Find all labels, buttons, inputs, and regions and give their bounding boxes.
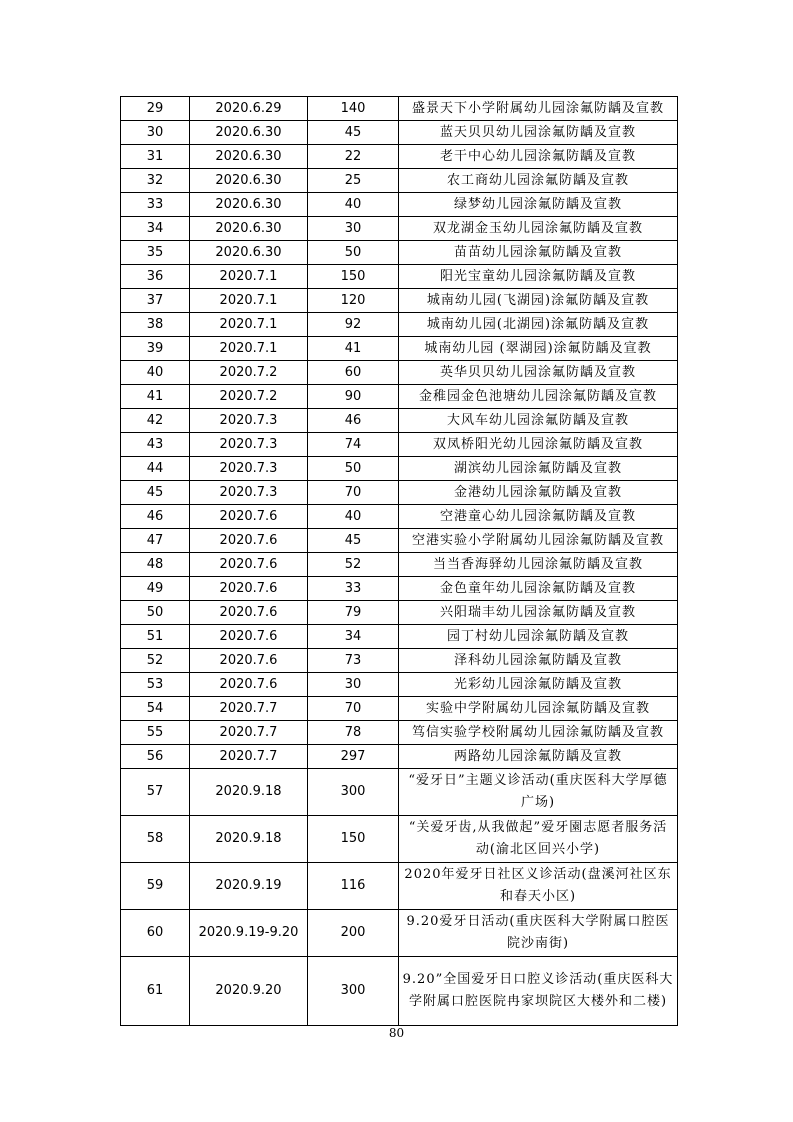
row-number-cell: 59 (121, 863, 190, 910)
table-row (121, 673, 678, 697)
table-row (121, 265, 678, 289)
date-cell: 2020.7.7 (190, 721, 308, 745)
participant-count-cell: 45 (308, 121, 399, 145)
date-cell: 2020.9.18 (190, 769, 308, 816)
date-cell: 2020.7.3 (190, 457, 308, 481)
row-number-cell: 31 (121, 145, 190, 169)
date-cell: 2020.6.30 (190, 193, 308, 217)
table-row (121, 433, 678, 457)
date-cell: 2020.7.7 (190, 697, 308, 721)
date-cell: 2020.9.18 (190, 816, 308, 863)
table-row (121, 217, 678, 241)
table-row (121, 337, 678, 361)
table-row (121, 169, 678, 193)
activity-cell: 9.20爱牙日活动(重庆医科大学附属口腔医院沙南街) (399, 910, 678, 957)
date-cell: 2020.7.1 (190, 313, 308, 337)
date-cell: 2020.7.1 (190, 337, 308, 361)
participant-count-cell: 60 (308, 361, 399, 385)
activity-cell: 大风车幼儿园涂氟防龋及宣教 (399, 409, 678, 433)
date-cell: 2020.7.1 (190, 265, 308, 289)
table-row (121, 457, 678, 481)
row-number-cell: 44 (121, 457, 190, 481)
date-cell: 2020.7.7 (190, 745, 308, 769)
row-number-cell: 55 (121, 721, 190, 745)
participant-count-cell: 79 (308, 601, 399, 625)
participant-count-cell: 73 (308, 649, 399, 673)
participant-count-cell: 70 (308, 697, 399, 721)
date-cell: 2020.7.6 (190, 505, 308, 529)
row-number-cell: 58 (121, 816, 190, 863)
date-cell: 2020.6.30 (190, 217, 308, 241)
activity-cell: 两路幼儿园涂氟防龋及宣教 (399, 745, 678, 769)
row-number-cell: 35 (121, 241, 190, 265)
row-number-cell: 61 (121, 957, 190, 1026)
date-cell: 2020.7.1 (190, 289, 308, 313)
row-number-cell: 34 (121, 217, 190, 241)
date-cell: 2020.6.30 (190, 241, 308, 265)
participant-count-cell: 45 (308, 529, 399, 553)
participant-count-cell: 150 (308, 816, 399, 863)
activity-cell: “关爱牙齿,从我做起”爱牙園志愿者服务活动(渝北区回兴小学) (399, 816, 678, 863)
table-row (121, 385, 678, 409)
participant-count-cell: 22 (308, 145, 399, 169)
table-row (121, 313, 678, 337)
participant-count-cell: 40 (308, 505, 399, 529)
participant-count-cell: 90 (308, 385, 399, 409)
table-row (121, 745, 678, 769)
row-number-cell: 38 (121, 313, 190, 337)
activity-cell: 空港实验小学附属幼儿园涂氟防龋及宣教 (399, 529, 678, 553)
table-row (121, 97, 678, 121)
activity-cell: 笃信实验学校附属幼儿园涂氟防龋及宣教 (399, 721, 678, 745)
participant-count-cell: 116 (308, 863, 399, 910)
table-row (121, 289, 678, 313)
row-number-cell: 39 (121, 337, 190, 361)
participant-count-cell: 40 (308, 193, 399, 217)
table-row (121, 601, 678, 625)
activity-cell: 金港幼儿园涂氟防龋及宣教 (399, 481, 678, 505)
participant-count-cell: 150 (308, 265, 399, 289)
participant-count-cell: 70 (308, 481, 399, 505)
table-row (121, 697, 678, 721)
table-row (121, 145, 678, 169)
page-number: 80 (388, 1026, 405, 1040)
participant-count-cell: 74 (308, 433, 399, 457)
table-row (121, 481, 678, 505)
participant-count-cell: 78 (308, 721, 399, 745)
row-number-cell: 47 (121, 529, 190, 553)
date-cell: 2020.7.6 (190, 673, 308, 697)
activity-cell: 湖滨幼儿园涂氟防龋及宣教 (399, 457, 678, 481)
date-cell: 2020.6.30 (190, 145, 308, 169)
date-cell: 2020.9.20 (190, 957, 308, 1026)
participant-count-cell: 30 (308, 217, 399, 241)
activity-cell: 空港童心幼儿园涂氟防龋及宣教 (399, 505, 678, 529)
activity-cell: 2020年爱牙日社区义诊活动(盘溪河社区东和春天小区) (399, 863, 678, 910)
activity-cell: “爱牙日”主题义诊活动(重庆医科大学厚德广场) (399, 769, 678, 816)
activity-table (120, 96, 678, 1026)
activity-cell: 金色童年幼儿园涂氟防龋及宣教 (399, 577, 678, 601)
participant-count-cell: 92 (308, 313, 399, 337)
activity-table-body (121, 97, 678, 1026)
row-number-cell: 49 (121, 577, 190, 601)
row-number-cell: 40 (121, 361, 190, 385)
table-row (121, 863, 678, 910)
date-cell: 2020.9.19 (190, 863, 308, 910)
activity-cell: 阳光宝童幼儿园涂氟防龋及宣教 (399, 265, 678, 289)
participant-count-cell: 200 (308, 910, 399, 957)
date-cell: 2020.7.6 (190, 625, 308, 649)
activity-cell: 城南幼儿园(飞湖园)涂氟防龋及宣教 (399, 289, 678, 313)
date-cell: 2020.6.30 (190, 121, 308, 145)
row-number-cell: 41 (121, 385, 190, 409)
row-number-cell: 32 (121, 169, 190, 193)
row-number-cell: 53 (121, 673, 190, 697)
row-number-cell: 51 (121, 625, 190, 649)
row-number-cell: 36 (121, 265, 190, 289)
table-row (121, 625, 678, 649)
date-cell: 2020.9.19-9.20 (190, 910, 308, 957)
table-row (121, 193, 678, 217)
participant-count-cell: 50 (308, 457, 399, 481)
row-number-cell: 33 (121, 193, 190, 217)
activity-cell: 农工商幼儿园涂氟防龋及宣教 (399, 169, 678, 193)
participant-count-cell: 52 (308, 553, 399, 577)
table-row (121, 529, 678, 553)
table-row (121, 361, 678, 385)
row-number-cell: 57 (121, 769, 190, 816)
participant-count-cell: 34 (308, 625, 399, 649)
participant-count-cell: 30 (308, 673, 399, 697)
activity-cell: 英华贝贝幼儿园涂氟防龋及宣教 (399, 361, 678, 385)
activity-cell: 城南幼儿园(北湖园)涂氟防龋及宣教 (399, 313, 678, 337)
table-row (121, 957, 678, 1026)
row-number-cell: 42 (121, 409, 190, 433)
activity-cell: 双龙湖金玉幼儿园涂氟防龋及宣教 (399, 217, 678, 241)
row-number-cell: 52 (121, 649, 190, 673)
activity-cell: 苗苗幼儿园涂氟防龋及宣教 (399, 241, 678, 265)
participant-count-cell: 300 (308, 769, 399, 816)
date-cell: 2020.6.30 (190, 169, 308, 193)
row-number-cell: 56 (121, 745, 190, 769)
activity-cell: 盛景天下小学附属幼儿园涂氟防龋及宣教 (399, 97, 678, 121)
row-number-cell: 46 (121, 505, 190, 529)
activity-cell: 老干中心幼儿园涂氟防龋及宣教 (399, 145, 678, 169)
row-number-cell: 30 (121, 121, 190, 145)
table-row (121, 769, 678, 816)
activity-cell: 绿梦幼儿园涂氟防龋及宣教 (399, 193, 678, 217)
activity-cell: 兴阳瑞丰幼儿园涂氟防龋及宣教 (399, 601, 678, 625)
date-cell: 2020.7.6 (190, 577, 308, 601)
activity-cell: 双凤桥阳光幼儿园涂氟防龋及宣教 (399, 433, 678, 457)
row-number-cell: 43 (121, 433, 190, 457)
row-number-cell: 48 (121, 553, 190, 577)
date-cell: 2020.7.6 (190, 553, 308, 577)
participant-count-cell: 25 (308, 169, 399, 193)
activity-cell: 城南幼儿园 (翠湖园)涂氟防龋及宣教 (399, 337, 678, 361)
date-cell: 2020.7.2 (190, 361, 308, 385)
table-row (121, 910, 678, 957)
participant-count-cell: 33 (308, 577, 399, 601)
participant-count-cell: 120 (308, 289, 399, 313)
date-cell: 2020.7.3 (190, 433, 308, 457)
table-row (121, 553, 678, 577)
table-row (121, 409, 678, 433)
date-cell: 2020.6.29 (190, 97, 308, 121)
row-number-cell: 60 (121, 910, 190, 957)
date-cell: 2020.7.3 (190, 409, 308, 433)
activity-cell: 园丁村幼儿园涂氟防龋及宣教 (399, 625, 678, 649)
participant-count-cell: 41 (308, 337, 399, 361)
table-row (121, 649, 678, 673)
activity-cell: 9.20”全国爱牙日口腔义诊活动(重庆医科大学附属口腔医院冉家坝院区大楼外和二楼) (399, 957, 678, 1026)
table-row (121, 816, 678, 863)
row-number-cell: 37 (121, 289, 190, 313)
date-cell: 2020.7.6 (190, 649, 308, 673)
activity-cell: 泽科幼儿园涂氟防龋及宣教 (399, 649, 678, 673)
activity-cell: 当当香海驿幼儿园涂氟防龋及宣教 (399, 553, 678, 577)
activity-cell: 蓝天贝贝幼儿园涂氟防龋及宣教 (399, 121, 678, 145)
date-cell: 2020.7.6 (190, 601, 308, 625)
row-number-cell: 54 (121, 697, 190, 721)
table-row (121, 721, 678, 745)
participant-count-cell: 50 (308, 241, 399, 265)
table-row (121, 505, 678, 529)
row-number-cell: 29 (121, 97, 190, 121)
activity-cell: 金稚园金色池塘幼儿园涂氟防龋及宣教 (399, 385, 678, 409)
row-number-cell: 50 (121, 601, 190, 625)
row-number-cell: 45 (121, 481, 190, 505)
date-cell: 2020.7.3 (190, 481, 308, 505)
table-row (121, 241, 678, 265)
table-row (121, 577, 678, 601)
table-row (121, 121, 678, 145)
date-cell: 2020.7.6 (190, 529, 308, 553)
activity-cell: 实验中学附属幼儿园涂氟防龋及宣教 (399, 697, 678, 721)
participant-count-cell: 140 (308, 97, 399, 121)
participant-count-cell: 46 (308, 409, 399, 433)
activity-cell: 光彩幼儿园涂氟防龋及宣教 (399, 673, 678, 697)
participant-count-cell: 297 (308, 745, 399, 769)
date-cell: 2020.7.2 (190, 385, 308, 409)
participant-count-cell: 300 (308, 957, 399, 1026)
